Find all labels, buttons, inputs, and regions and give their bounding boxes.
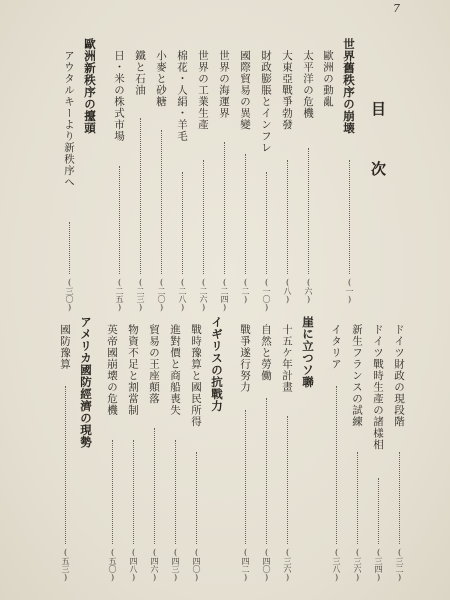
- dot-leader: [161, 130, 163, 274]
- dot-leader: [182, 172, 184, 274]
- toc-entry: 太平洋の危機: [302, 50, 314, 119]
- dot-leader: [112, 440, 114, 544]
- dot-leader: [287, 160, 289, 274]
- dot-leader: [140, 118, 142, 274]
- toc-entry: 小麥と砂糖: [155, 50, 167, 108]
- toc-page-ref: (三八): [332, 548, 341, 582]
- dot-leader: [203, 160, 205, 274]
- dot-leader: [175, 440, 177, 544]
- dot-leader: [357, 452, 359, 544]
- dot-leader: [154, 428, 156, 544]
- toc-entry: ドイツ戰時生產の諸樣相: [372, 324, 384, 451]
- dot-leader: [349, 160, 351, 274]
- toc-page-ref: (二六): [199, 278, 208, 312]
- toc-page-ref: (二三): [136, 278, 145, 312]
- toc-page-ref: (一〇): [262, 278, 271, 312]
- toc-page-ref: (八): [283, 278, 292, 304]
- toc-entry: 世界の工業生產: [197, 50, 209, 131]
- toc-entry: 自然と勞働: [260, 324, 272, 382]
- toc-page-ref: (四〇): [192, 548, 201, 582]
- toc-page-ref: (六): [304, 278, 313, 304]
- dot-leader: [399, 452, 401, 544]
- dot-leader: [336, 386, 338, 544]
- title-char-ji: 次: [371, 160, 387, 178]
- toc-entry: 鐵と石油: [134, 50, 146, 96]
- toc-page-ref: (三六): [283, 548, 292, 582]
- toc-page-ref: (五三): [61, 548, 70, 582]
- dot-leader: [119, 166, 121, 274]
- toc-page-ref: (四三): [171, 548, 180, 582]
- dot-leader: [378, 478, 380, 544]
- toc-entry: 物資不足と割當制: [127, 324, 139, 416]
- toc-entry: アウタルキーより新秩序へ: [63, 50, 75, 188]
- toc-page-ref: (四〇): [262, 548, 271, 582]
- toc-page-ref: (二五): [115, 278, 124, 312]
- dot-leader: [266, 398, 268, 544]
- toc-page-ref: (三六): [353, 548, 362, 582]
- toc-entry: 十五ケ年計畫: [281, 324, 293, 393]
- dot-leader: [245, 154, 247, 274]
- toc-section-heading: 崖に立つソ聯: [301, 316, 315, 388]
- toc-entry: 財政膨脹とインフレ: [260, 50, 272, 154]
- toc-entry: 日・米の株式市場: [113, 50, 125, 142]
- dot-leader: [196, 452, 198, 544]
- toc-page-ref: (三二): [395, 548, 404, 582]
- toc-page-ref: (三四): [374, 548, 383, 582]
- toc-page-ref: (二四): [220, 278, 229, 312]
- toc-page-ref: (四六): [150, 548, 159, 582]
- toc-entry: 棉花・人絹・羊毛: [176, 50, 188, 142]
- toc-entry: 歐洲の動亂: [322, 50, 334, 108]
- dot-leader: [245, 410, 247, 544]
- toc-entry: 戰爭遂行努力: [239, 324, 251, 393]
- toc-page-ref: (五〇): [108, 548, 117, 582]
- page-number: 7: [393, 2, 400, 15]
- toc-entry: 大東亞戰爭勃發: [281, 50, 293, 131]
- toc-page-ref: (二八): [178, 278, 187, 312]
- toc-entry: 新生フランスの試練: [351, 324, 363, 428]
- toc-section-heading: アメリカ國防經濟の現勢: [79, 316, 93, 448]
- toc-entry: 戰時豫算と國民所得: [190, 324, 202, 428]
- toc-page-ref: (四二): [241, 548, 250, 582]
- dot-leader: [308, 148, 310, 274]
- toc-page-ref: (二): [241, 278, 250, 304]
- toc-entry: 英帝國崩壊の危機: [106, 324, 118, 416]
- toc-section-heading: イギリスの抗戰力: [210, 316, 224, 412]
- toc-entry: 進對價と商船喪失: [169, 324, 181, 416]
- toc-page-ref: (三〇): [65, 278, 74, 312]
- toc-section-heading: 世界舊秩序の崩壊: [342, 38, 356, 134]
- dot-leader: [287, 416, 289, 544]
- toc-page-ref: (二〇): [157, 278, 166, 312]
- toc-section-heading: 歐洲新秩序の擡頭: [83, 38, 97, 134]
- toc-entry: 貿易の王座顛落: [148, 324, 160, 405]
- toc-entry: イタリア: [330, 324, 342, 370]
- toc-page-ref: (四八): [129, 548, 138, 582]
- dot-leader: [69, 222, 71, 274]
- toc-entry: 國防豫算: [59, 324, 71, 370]
- title-char-moku: 目: [371, 100, 387, 118]
- toc-entry: 國際貿易の異變: [239, 50, 251, 131]
- dot-leader: [224, 142, 226, 274]
- toc-entry: ドイツ財政の現段階: [393, 324, 405, 428]
- dot-leader: [133, 440, 135, 544]
- toc-page-ref: (一): [345, 278, 354, 304]
- dot-leader: [65, 386, 67, 544]
- dot-leader: [266, 172, 268, 274]
- toc-entry: 世界の海運界: [218, 50, 230, 119]
